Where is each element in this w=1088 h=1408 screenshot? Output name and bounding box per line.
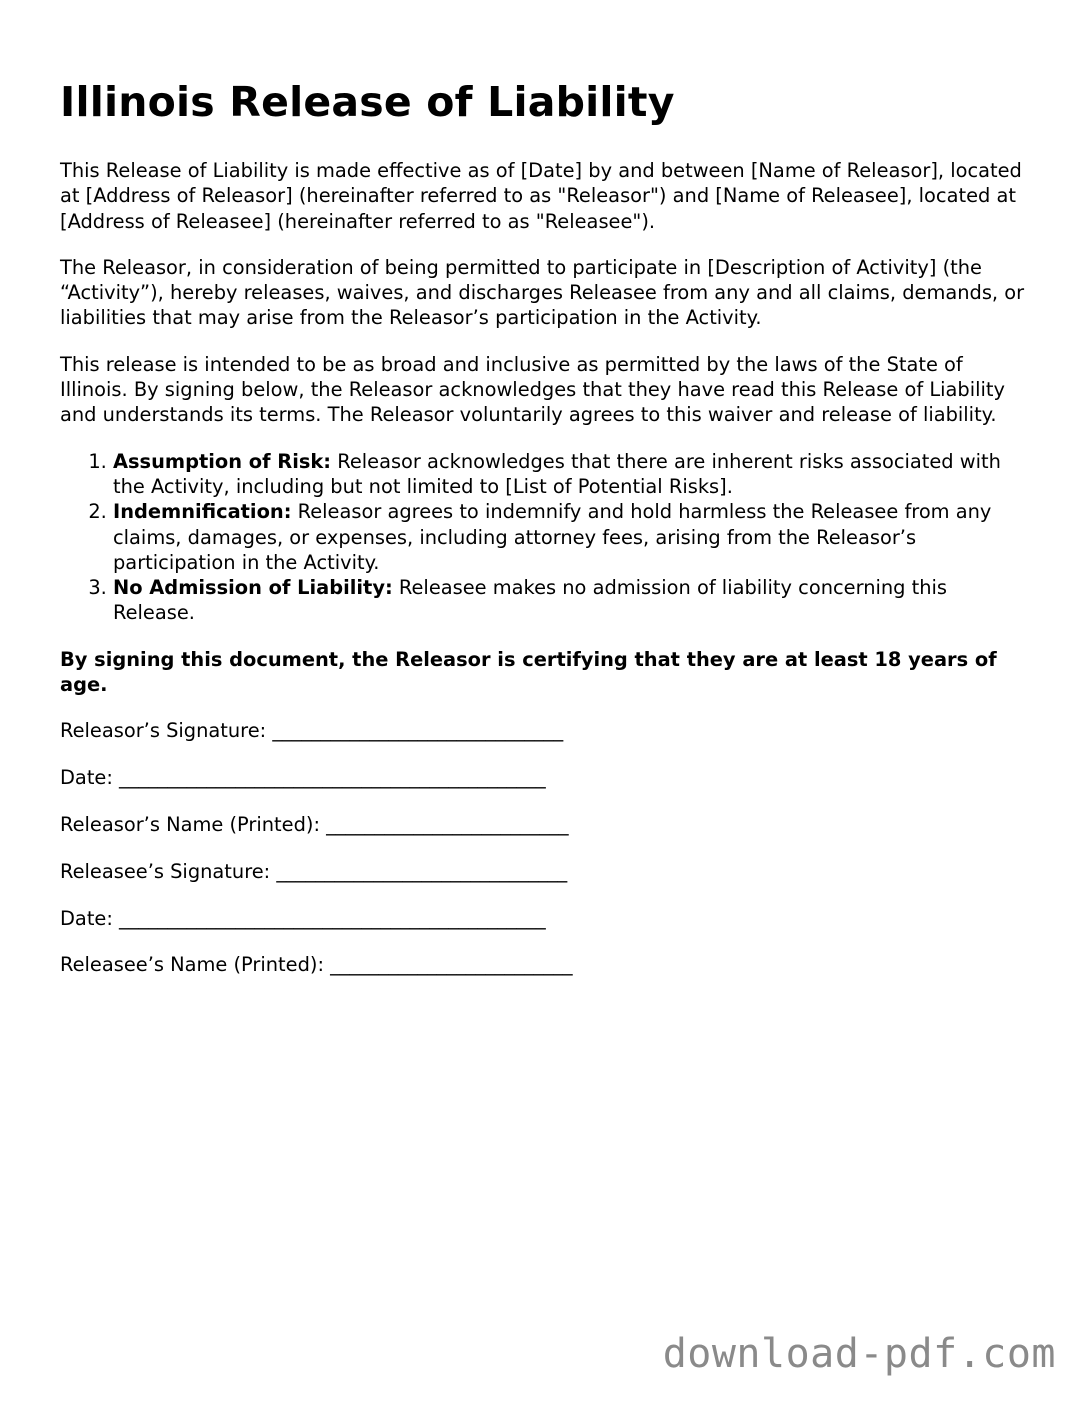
intro-paragraph: This Release of Liability is made effective as of [Date] by and between [Name of Releasor], located at [Address of Releasor] (hereinafter referred to as "Releasor") and [Name of Releasee], located at [Address of Releasee] (hereinafter referred to as "Releasee"). bbox=[60, 159, 1022, 233]
watermark: download-pdf.com bbox=[662, 1331, 1056, 1377]
term-text: Releasee makes no admission of liability concerning this Release. bbox=[113, 576, 948, 625]
releasor-date-line: Date: ____________________________________________ bbox=[60, 766, 546, 790]
term-heading: Assumption of Risk: bbox=[113, 449, 332, 473]
term-heading: Indemnification: bbox=[113, 500, 292, 524]
term-text: Releasor agrees to indemnify and hold harmless the Releasee from any claims, damages, or expenses, including attorney fees, arising from the Releasor’s participation in the Activity. bbox=[113, 500, 992, 574]
releasee-date-line: Date: ____________________________________________ bbox=[60, 906, 546, 930]
releasor-signature-line: Releasor’s Signature: ______________________________ bbox=[60, 719, 564, 743]
terms-list bbox=[60, 449, 1032, 626]
term-text: Releasor acknowledges that there are inherent risks associated with the Activity, including but not limited to [List of Potential Risks]. bbox=[113, 449, 1001, 498]
document-title: Illinois Release of Liability bbox=[60, 78, 675, 126]
scope-paragraph: This release is intended to be as broad and inclusive as permitted by the laws of the State of Illinois. By signing below, the Releasor acknowledges that they have read this Release of Liability and understands its terms. The Releasor voluntarily agrees to this waiver and release of liability. bbox=[60, 352, 1005, 427]
term-item-assumption-of-risk bbox=[113, 449, 1032, 500]
document-page bbox=[60, 76, 1032, 999]
releasor-name-line: Releasor’s Name (Printed): _________________________ bbox=[60, 812, 569, 836]
term-item-indemnification bbox=[113, 499, 1032, 575]
releasee-name-line: Releasee’s Name (Printed): _________________________ bbox=[60, 953, 573, 977]
term-heading: No Admission of Liability: bbox=[113, 576, 393, 600]
age-certification-notice: By signing this document, the Releasor is certifying that they are at least 18 years of age. bbox=[60, 647, 997, 697]
consideration-paragraph: The Releasor, in consideration of being permitted to participate in [Description of Activity] (the “Activity”), hereby releases, waives, and discharges Releasee from any and all claims, demands, or liabilities that may arise from the Releasor’s participation in the Activity. bbox=[60, 255, 1025, 330]
signature-block bbox=[60, 718, 1032, 977]
term-item-no-admission bbox=[113, 575, 1032, 626]
releasee-signature-line: Releasee’s Signature: ______________________________ bbox=[60, 859, 568, 883]
